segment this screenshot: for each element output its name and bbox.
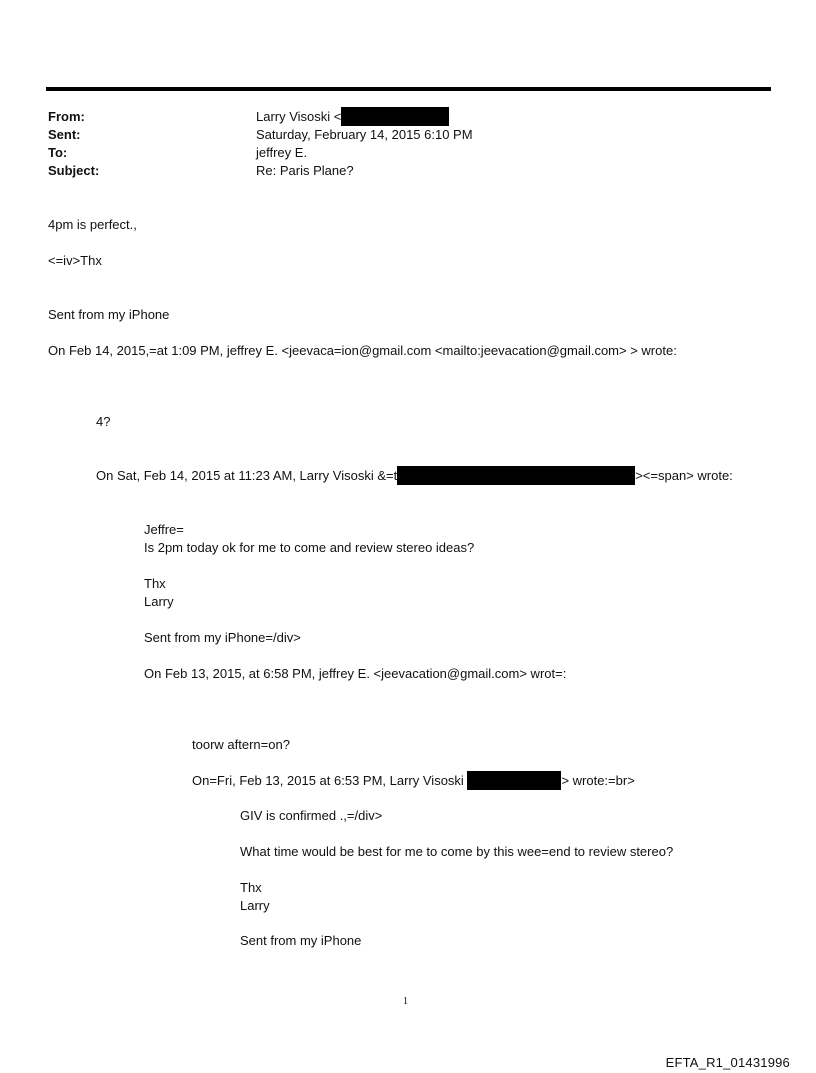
quote-intro-start: On=Fri, Feb 13, 2015 at 6:53 PM, Larry Visoski: [192, 773, 464, 788]
quoted-line: Thx: [144, 576, 166, 591]
sent-label: Sent:: [48, 127, 81, 142]
quote-intro-end: ><=span> wrote:: [635, 468, 733, 483]
quoted-line: GIV is confirmed .,=/div>: [240, 808, 383, 823]
document-id: EFTA_R1_01431996: [665, 1055, 790, 1070]
page-number: 1: [403, 996, 408, 1007]
quoted-line: Sent from my iPhone: [240, 933, 362, 948]
quoted-line: toorw aftern=on?: [192, 737, 290, 752]
redaction-box: [397, 466, 635, 485]
body-line: <=iv>Thx: [48, 253, 102, 268]
sent-value: Saturday, February 14, 2015 6:10 PM: [256, 127, 473, 142]
from-name: Larry Visoski <: [256, 109, 342, 124]
quoted-line: Larry: [144, 594, 174, 609]
to-label: To:: [48, 145, 68, 160]
to-value: jeffrey E.: [256, 145, 308, 160]
quote-intro-end: > wrote:=br>: [561, 773, 635, 788]
subject-value: Re: Paris Plane?: [256, 163, 354, 178]
quote-intro-start: On Sat, Feb 14, 2015 at 11:23 AM, Larry Visoski &=t: [96, 468, 398, 483]
body-line: 4pm is perfect.,: [48, 217, 137, 232]
redaction-box: [467, 771, 561, 790]
quote-intro: [192, 772, 635, 790]
from-label: From:: [48, 109, 85, 124]
quoted-line: Is 2pm today ok for me to come and review stereo ideas?: [144, 540, 475, 555]
quoted-line: 4?: [96, 414, 111, 429]
quote-intro: [96, 467, 733, 485]
subject-label: Subject:: [48, 163, 100, 178]
body-line: Sent from my iPhone: [48, 307, 170, 322]
quote-intro: On Feb 13, 2015, at 6:58 PM, jeffrey E. <jeevacation@gmail.com> wrot=:: [144, 666, 567, 681]
from-value: [256, 108, 449, 126]
quoted-line: Larry: [240, 898, 270, 913]
header-rule: [46, 87, 771, 91]
quote-intro: On Feb 14, 2015,=at 1:09 PM, jeffrey E. <jeevaca=ion@gmail.com <mailto:jeevacation@gmail.com> > wrote:: [48, 343, 677, 358]
quoted-line: Sent from my iPhone=/div>: [144, 630, 301, 645]
quoted-line: Thx: [240, 880, 262, 895]
quoted-line: Jeffre=: [144, 522, 184, 537]
quoted-line: What time would be best for me to come by this wee=end to review stereo?: [240, 844, 674, 859]
redaction-box: [341, 107, 449, 126]
